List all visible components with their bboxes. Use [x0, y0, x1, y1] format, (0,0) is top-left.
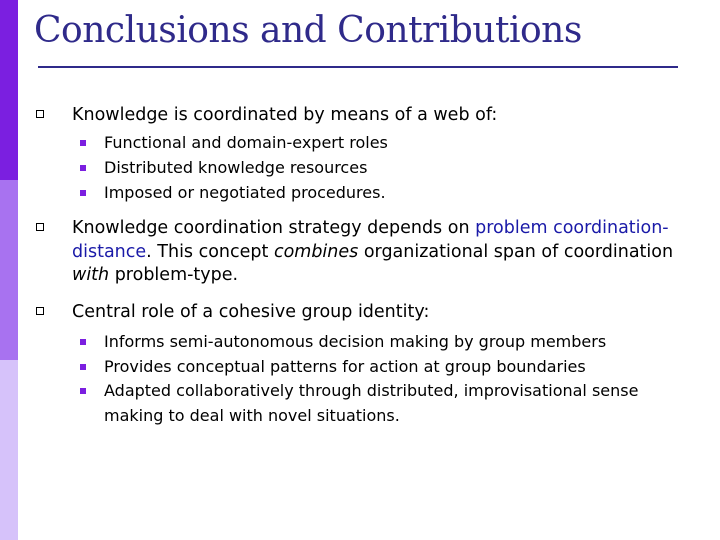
side-accent-bar-top — [0, 0, 18, 180]
sub-bullet-text: Adapted collaboratively through distributed, improvisational sense making to deal with novel situations. — [104, 381, 639, 425]
hollow-square-bullet-icon — [36, 223, 44, 231]
sub-bullet-text: Functional and domain-expert roles — [104, 133, 388, 152]
bullet-text: Knowledge is coordinated by means of a web of: — [72, 105, 498, 125]
sub-bullet — [80, 355, 700, 380]
emphasis-text: with — [72, 265, 110, 285]
text-run: organizational span of coordination — [358, 241, 674, 262]
sub-bullet — [80, 330, 700, 355]
emphasis-text: combines — [273, 241, 359, 262]
slide-title: Conclusions and Contributions — [34, 10, 582, 51]
sub-bullet-text: Informs semi-autonomous decision making by group members — [104, 332, 607, 351]
sub-bullet — [80, 181, 700, 206]
side-accent-bar-bottom — [0, 360, 18, 540]
filled-square-bullet-icon — [80, 165, 86, 171]
side-accent-bar-middle — [0, 180, 18, 360]
hollow-square-bullet-icon — [36, 110, 44, 118]
filled-square-bullet-icon — [80, 388, 86, 394]
filled-square-bullet-icon — [80, 190, 86, 196]
sub-bullet-text: Imposed or negotiated procedures. — [104, 183, 386, 202]
sub-bullet-text: Provides conceptual patterns for action at group boundaries — [104, 357, 586, 376]
sub-bullet — [80, 156, 700, 181]
title-underline — [38, 66, 678, 68]
text-run: problem-type. — [109, 265, 239, 285]
bullet-group-identity — [36, 301, 706, 325]
text-run: Knowledge coordination strategy depends on — [72, 218, 476, 238]
filled-square-bullet-icon — [80, 364, 86, 370]
sub-bullet — [80, 131, 700, 156]
bullet-web-of-coordination — [36, 104, 706, 128]
bullet-text: Central role of a cohesive group identity: — [72, 302, 430, 322]
text-run: . This concept — [146, 241, 274, 262]
sub-bullet-text: Distributed knowledge resources — [104, 158, 368, 177]
bullet-coordination-strategy — [36, 217, 706, 288]
sub-bullet — [80, 379, 700, 428]
filled-square-bullet-icon — [80, 140, 86, 146]
bullet-text — [72, 217, 706, 288]
hollow-square-bullet-icon — [36, 307, 44, 315]
filled-square-bullet-icon — [80, 339, 86, 345]
highlighted-term: problem coordination-distance — [72, 218, 669, 262]
